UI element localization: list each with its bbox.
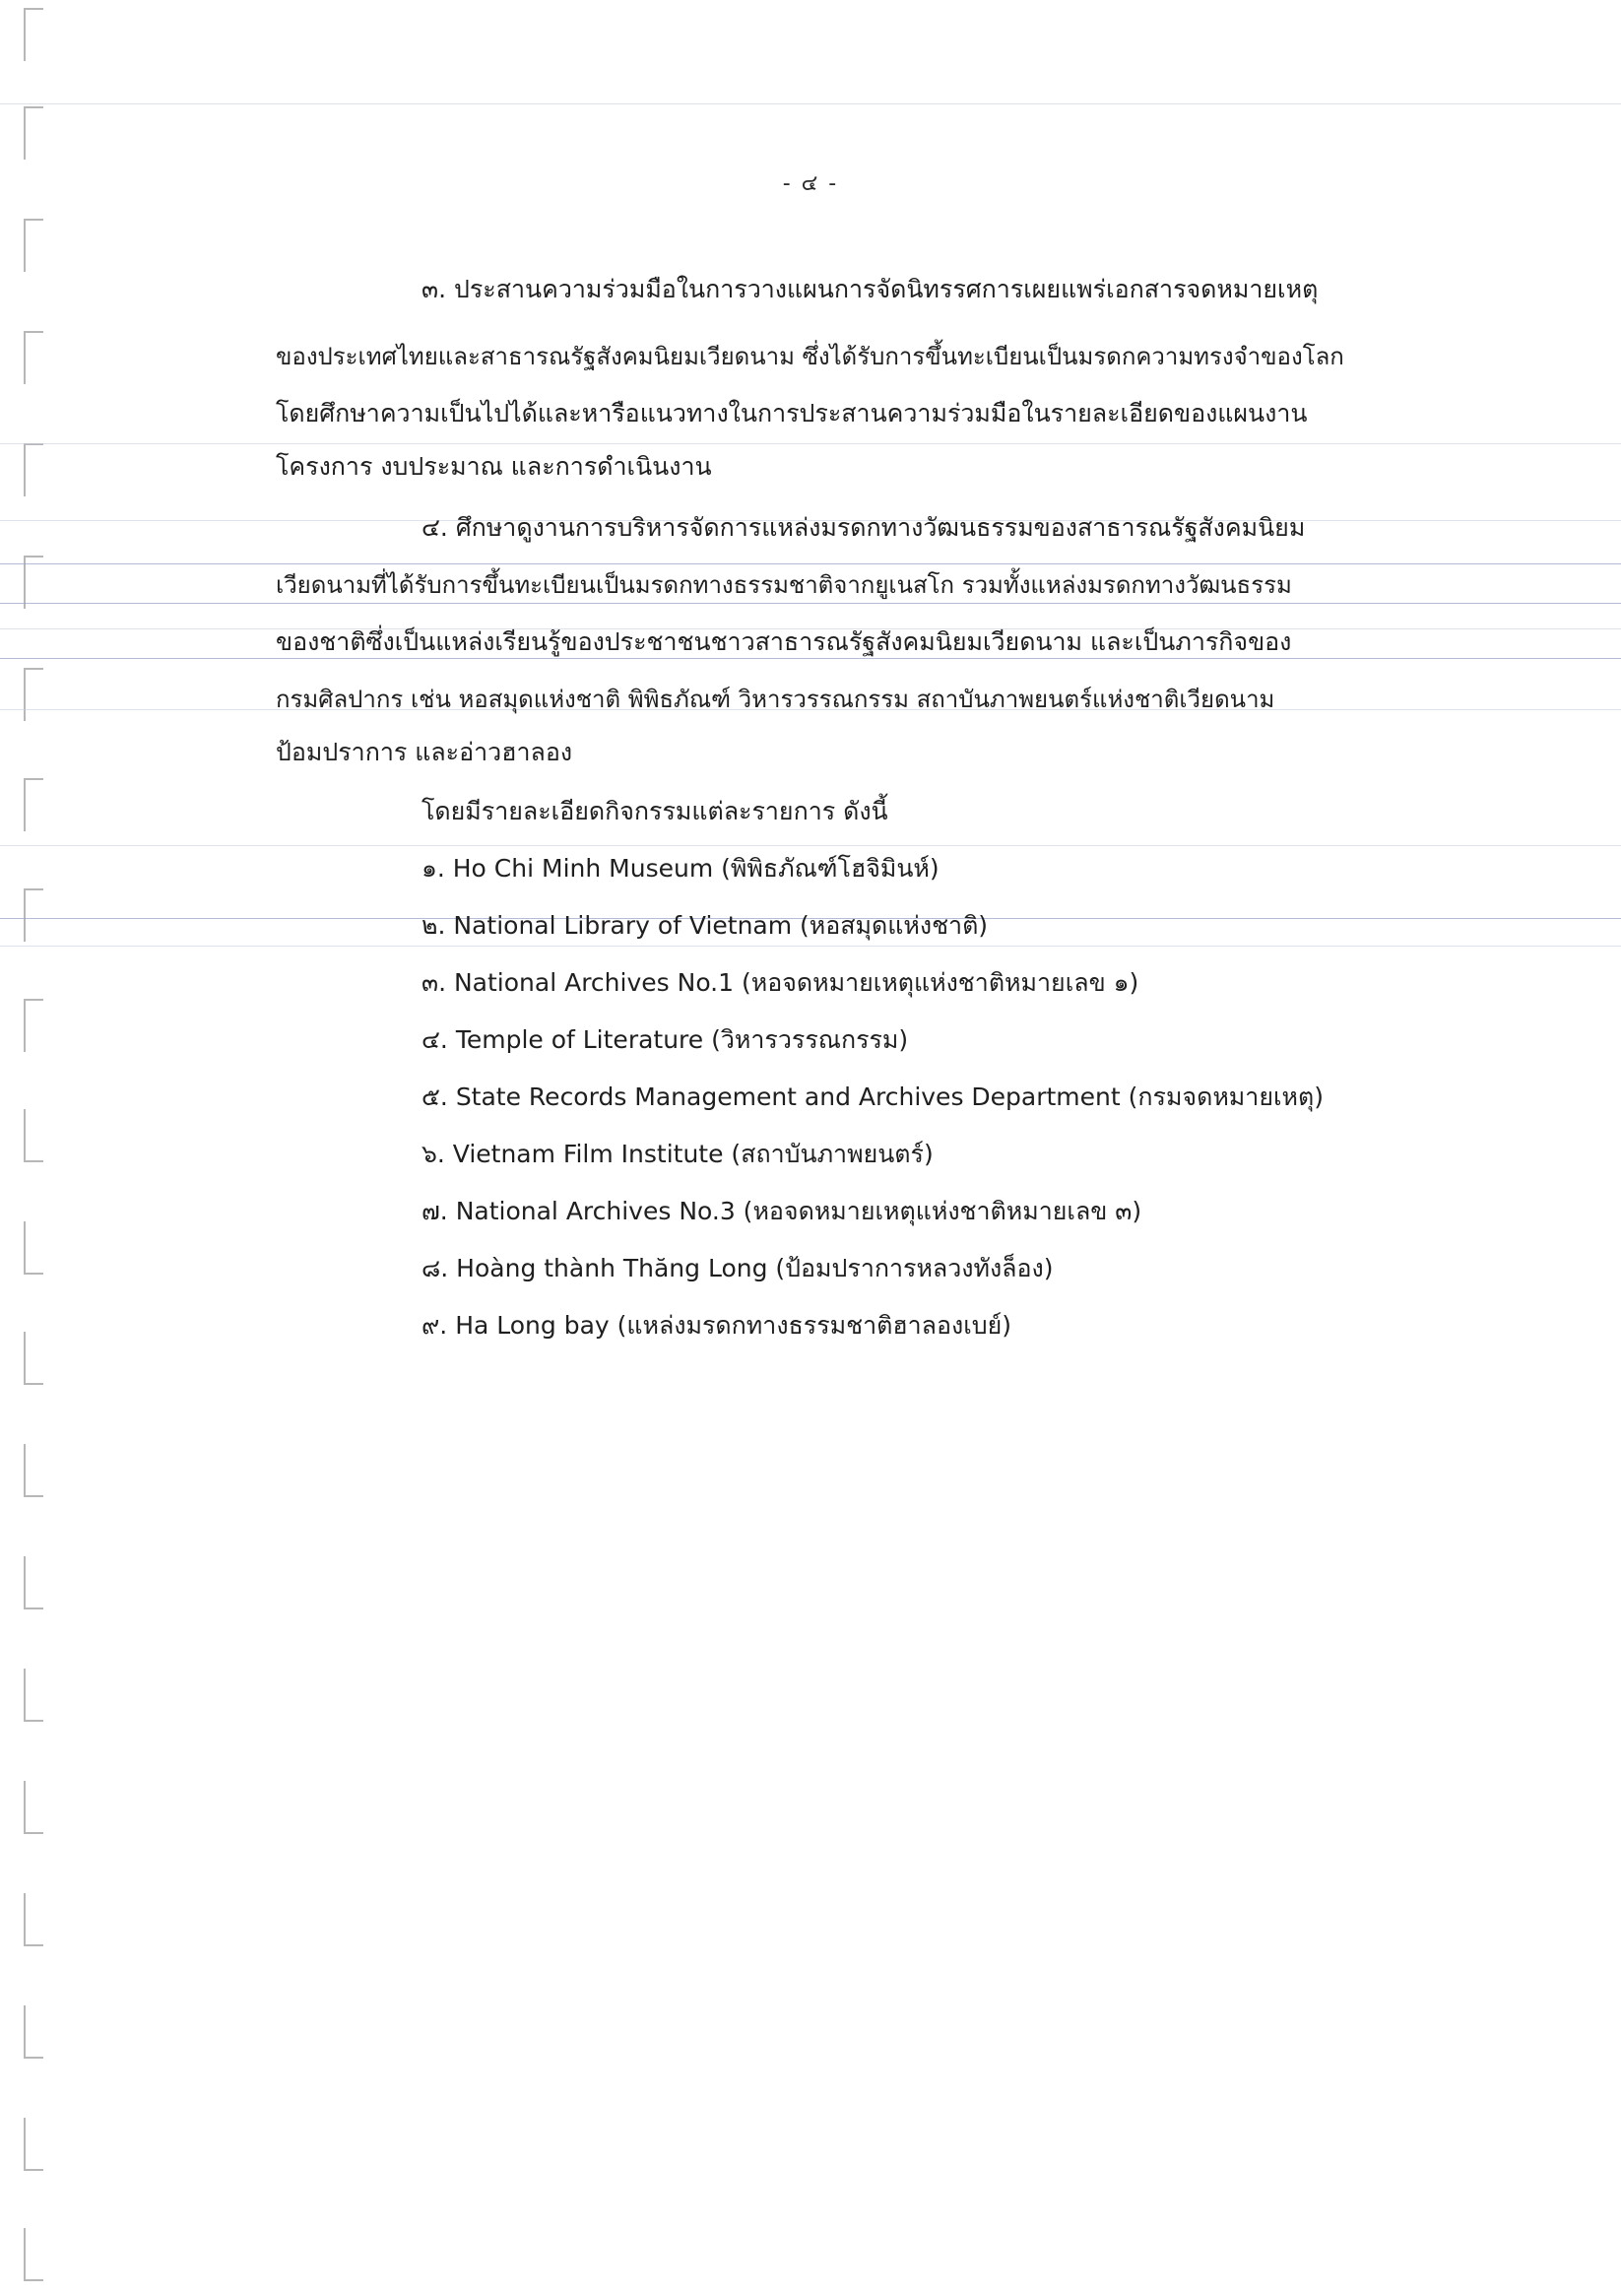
scan-line: [0, 443, 1621, 444]
list-item: ๖. Vietnam Film Institute (สถาบันภาพยนตร์): [421, 1140, 934, 1168]
paragraph-line: ๔. ศึกษาดูงานการบริหารจัดการแหล่งมรดกทางวัฒนธรรมของสาธารณรัฐสังคมนิยม: [421, 513, 1306, 542]
binding-bracket: [24, 1444, 43, 1497]
paragraph-line: ๓. ประสานความร่วมมือในการวางแผนการจัดนิทรรศการเผยแพร่เอกสารจดหมายเหตุ: [421, 275, 1319, 303]
binding-marks: [0, 0, 59, 2296]
scan-line: [0, 603, 1621, 604]
binding-bracket: [24, 106, 43, 160]
binding-bracket: [24, 219, 43, 272]
paragraph-line: กรมศิลปากร เช่น หอสมุดแห่งชาติ พิพิธภัณฑ์ วิหารวรรณกรรม สถาบันภาพยนตร์แห่งชาติเวียดนาม: [276, 686, 1275, 713]
list-item: ๕. State Records Management and Archives Department (กรมจดหมายเหตุ): [421, 1082, 1324, 1111]
binding-bracket: [24, 668, 43, 721]
page-number: - ๔ -: [782, 171, 839, 196]
scan-line: [0, 103, 1621, 104]
binding-bracket: [24, 1109, 43, 1162]
scan-line: [0, 845, 1621, 846]
paragraph-line: ของประเทศไทยและสาธารณรัฐสังคมนิยมเวียดนาม ซึ่งได้รับการขึ้นทะเบียนเป็นมรดกความทรงจำของโลก: [276, 343, 1344, 370]
binding-bracket: [24, 2228, 43, 2281]
binding-bracket: [24, 1332, 43, 1385]
paragraph-line: ป้อมปราการ และอ่าวฮาลอง: [276, 738, 573, 766]
paragraph-line: เวียดนามที่ได้รับการขึ้นทะเบียนเป็นมรดกทางธรรมชาติจากยูเนสโก รวมทั้งแหล่งมรดกทางวัฒนธรรม: [276, 571, 1292, 599]
list-item: ๘. Hoàng thành Thăng Long (ป้อมปราการหลวงทังล็อง): [421, 1254, 1054, 1282]
binding-bracket: [24, 1893, 43, 1946]
scan-line: [0, 946, 1621, 947]
scan-line: [0, 563, 1621, 564]
paragraph-line: โดยศึกษาความเป็นไปได้และหารือแนวทางในการประสานความร่วมมือในรายละเอียดของแผนงาน: [276, 399, 1308, 427]
list-item: ๔. Temple of Literature (วิหารวรรณกรรม): [421, 1025, 909, 1054]
binding-bracket: [24, 331, 43, 384]
binding-bracket: [24, 1221, 43, 1275]
activities-intro: โดยมีรายละเอียดกิจกรรมแต่ละรายการ ดังนี้: [421, 797, 888, 825]
binding-bracket: [24, 2118, 43, 2171]
paragraph-line: ของชาติซึ่งเป็นแหล่งเรียนรู้ของประชาชนชาวสาธารณรัฐสังคมนิยมเวียดนาม และเป็นภารกิจของ: [276, 627, 1292, 656]
list-item: ๗. National Archives No.3 (หอจดหมายเหตุแห่งชาติหมายเลข ๓): [421, 1197, 1142, 1225]
list-item: ๙. Ha Long bay (แหล่งมรดกทางธรรมชาติฮาลองเบย์): [421, 1311, 1012, 1340]
binding-bracket: [24, 2005, 43, 2059]
binding-bracket: [24, 8, 43, 61]
list-item: ๒. National Library of Vietnam (หอสมุดแห่งชาติ): [421, 911, 989, 940]
binding-bracket: [24, 1669, 43, 1722]
binding-bracket: [24, 1556, 43, 1609]
paragraph-line: โครงการ งบประมาณ และการดำเนินงาน: [276, 452, 712, 481]
binding-bracket: [24, 443, 43, 496]
list-item: ๑. Ho Chi Minh Museum (พิพิธภัณฑ์โฮจิมินห์): [421, 854, 940, 883]
binding-bracket: [24, 1781, 43, 1834]
list-item: ๓. National Archives No.1 (หอจดหมายเหตุแห่งชาติหมายเลข ๑): [421, 968, 1139, 997]
binding-bracket: [24, 778, 43, 831]
binding-bracket: [24, 888, 43, 942]
binding-bracket: [24, 999, 43, 1052]
